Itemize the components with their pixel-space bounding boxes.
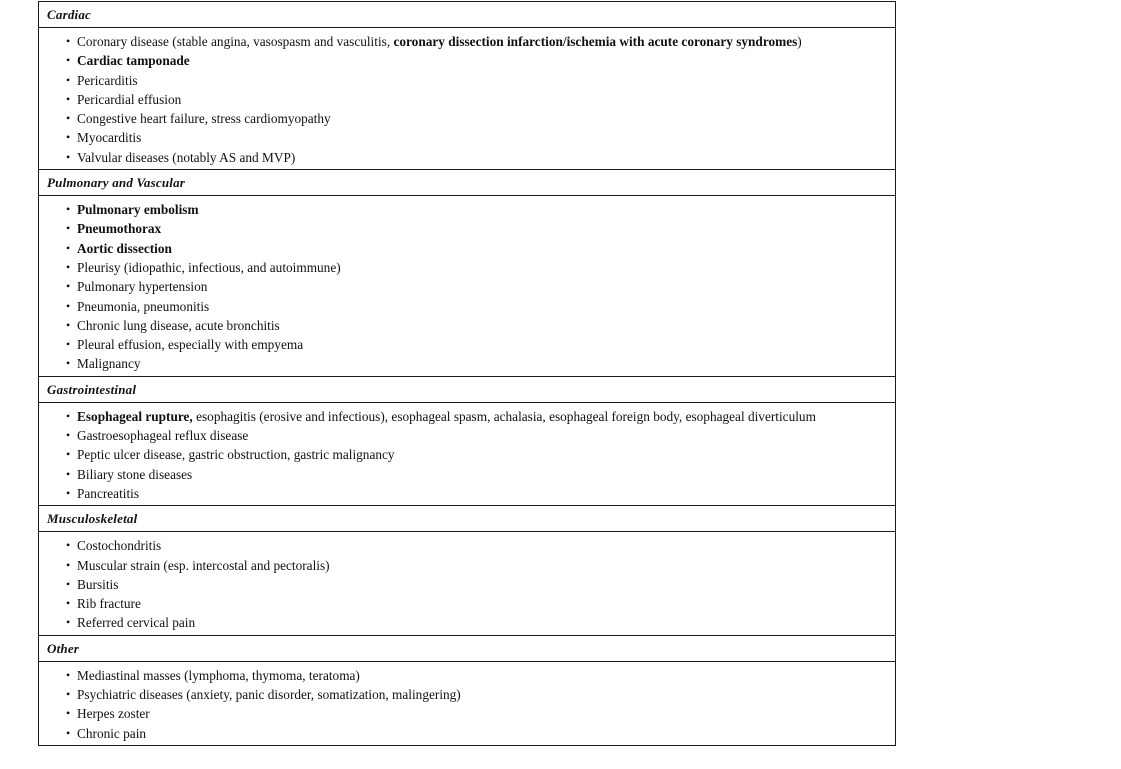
section-gastrointestinal: [39, 377, 895, 506]
bullet-icon: •: [66, 557, 71, 572]
bullet-icon: •: [66, 687, 71, 702]
emphasized-text: coronary dissection infarction/ischemia with acute coronary syndromes: [393, 34, 798, 49]
list-item: [39, 575, 895, 594]
section-body: [39, 28, 895, 170]
bullet-icon: •: [66, 706, 71, 721]
section-header: Musculoskeletal: [39, 506, 895, 532]
emphasized-text: Esophageal rupture,: [77, 408, 193, 424]
item-text: Coronary disease (stable angina, vasospasm and vasculitis,: [77, 34, 394, 49]
item-text: Pericardial effusion: [77, 91, 182, 107]
bullet-icon: •: [66, 279, 71, 294]
bullet-icon: •: [66, 53, 71, 68]
list-item: [39, 109, 895, 128]
section-other: [39, 636, 895, 745]
list-item: [39, 128, 895, 147]
bullet-icon: •: [66, 466, 71, 481]
list-item: [39, 445, 895, 464]
list-item: [39, 685, 895, 704]
item-text: Congestive heart failure, stress cardiomyopathy: [77, 111, 331, 127]
list-item: [39, 704, 895, 723]
list-item: [39, 594, 895, 613]
list-item: [39, 90, 895, 109]
emphasized-text: Aortic dissection: [77, 240, 172, 256]
item-list: [39, 407, 895, 503]
list-item: [39, 335, 895, 354]
bullet-icon: •: [66, 130, 71, 145]
list-item: [39, 71, 895, 90]
section-cardiac: [39, 2, 895, 170]
item-text: Pneumonia, pneumonitis: [77, 298, 210, 314]
emphasized-text: Pulmonary embolism: [77, 202, 199, 218]
bullet-icon: •: [66, 428, 71, 443]
bullet-icon: •: [66, 259, 71, 274]
item-text: Pancreatitis: [77, 485, 140, 501]
bullet-icon: •: [66, 240, 71, 255]
bullet-icon: •: [66, 576, 71, 591]
list-item: [39, 239, 895, 258]
item-text: Biliary stone diseases: [77, 466, 193, 482]
item-text: Referred cervical pain: [77, 615, 196, 631]
list-item: [39, 666, 895, 685]
bullet-icon: •: [66, 538, 71, 553]
item-text: Pleurisy (idiopathic, infectious, and autoimmune): [77, 259, 341, 275]
bullet-icon: •: [66, 337, 71, 352]
bullet-icon: •: [66, 725, 71, 740]
bullet-icon: •: [66, 615, 71, 630]
section-body: [39, 532, 895, 635]
list-item: [39, 316, 895, 335]
emphasized-text: Pneumothorax: [77, 221, 162, 237]
bullet-icon: •: [66, 667, 71, 682]
bullet-icon: •: [66, 596, 71, 611]
section-header: Cardiac: [39, 2, 895, 28]
section-musculoskeletal: [39, 506, 895, 635]
bullet-icon: •: [66, 485, 71, 500]
bullet-icon: •: [66, 317, 71, 332]
item-text: ): [797, 34, 802, 49]
item-text: Psychiatric diseases (anxiety, panic disorder, somatization, malingering): [77, 687, 461, 703]
bullet-icon: •: [66, 356, 71, 371]
list-item: [39, 258, 895, 277]
item-list: [39, 666, 895, 743]
section-body: [39, 196, 895, 377]
item-text: Valvular diseases (notably AS and MVP): [77, 149, 296, 165]
item-text: Mediastinal masses (lymphoma, thymoma, teratoma): [77, 667, 360, 683]
list-item: [39, 613, 895, 632]
section-header: Pulmonary and Vascular: [39, 170, 895, 196]
bullet-icon: •: [66, 408, 71, 423]
bullet-icon: •: [66, 447, 71, 462]
list-item: [39, 556, 895, 575]
item-list: [39, 536, 895, 632]
list-item: [39, 484, 895, 503]
item-text: Pulmonary hypertension: [77, 279, 208, 295]
item-text: Chronic lung disease, acute bronchitis: [77, 317, 280, 333]
bullet-icon: •: [66, 72, 71, 87]
list-item: [39, 297, 895, 316]
item-text: Myocarditis: [77, 130, 142, 146]
list-item: [39, 426, 895, 445]
item-text: Malignancy: [77, 356, 141, 372]
list-item: [39, 219, 895, 238]
bullet-icon: •: [66, 298, 71, 313]
section-body: [39, 403, 895, 506]
list-item: [39, 277, 895, 296]
item-text: Rib fracture: [77, 596, 141, 612]
differential-diagnosis-table: [38, 1, 896, 746]
item-text: esophagitis (erosive and infectious), esophageal spasm, achalasia, esophageal foreign body, esophageal diverticulum: [192, 408, 816, 424]
list-item: [39, 407, 895, 426]
item-text: Gastroesophageal reflux disease: [77, 428, 249, 444]
list-item: [39, 724, 895, 743]
section-header: Other: [39, 636, 895, 662]
item-text: Pericarditis: [77, 72, 138, 88]
bullet-icon: •: [66, 91, 71, 106]
list-item: [39, 32, 895, 51]
section-body: [39, 662, 895, 745]
item-text: Muscular strain (esp. intercostal and pectoralis): [77, 557, 330, 573]
list-item: [39, 465, 895, 484]
list-item: [39, 51, 895, 70]
list-item: [39, 354, 895, 373]
emphasized-text: Cardiac tamponade: [77, 53, 190, 69]
bullet-icon: •: [66, 34, 71, 48]
bullet-icon: •: [66, 111, 71, 126]
item-text: Pleural effusion, especially with empyema: [77, 337, 304, 353]
item-text: Herpes zoster: [77, 706, 150, 722]
item-text: Peptic ulcer disease, gastric obstruction, gastric malignancy: [77, 447, 395, 463]
item-list: [39, 32, 895, 167]
bullet-icon: •: [66, 221, 71, 236]
list-item: [39, 148, 895, 167]
bullet-icon: •: [66, 202, 71, 217]
section-header: Gastrointestinal: [39, 377, 895, 403]
bullet-icon: •: [66, 149, 71, 164]
item-list: [39, 200, 895, 374]
list-item: [39, 536, 895, 555]
item-text: Costochondritis: [77, 538, 162, 554]
section-pulmonary-and-vascular: [39, 170, 895, 377]
item-text: Bursitis: [77, 576, 119, 592]
item-text: Chronic pain: [77, 725, 147, 741]
list-item: [39, 200, 895, 219]
